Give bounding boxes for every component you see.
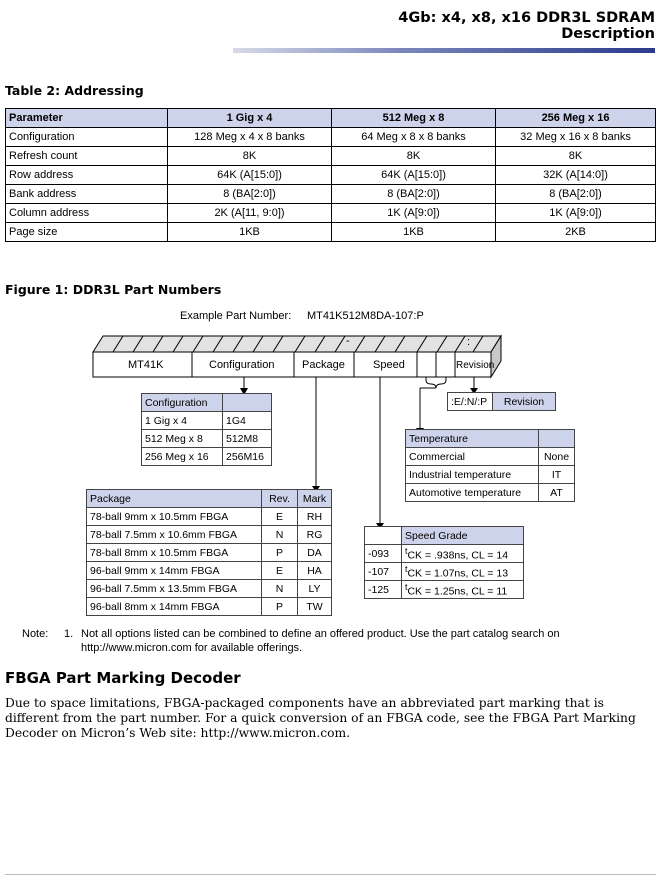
configuration-header: Configuration bbox=[142, 394, 223, 412]
table-row bbox=[6, 185, 656, 204]
bar-package-label: Package bbox=[302, 359, 345, 371]
table-cell: 78-ball 9mm x 10.5mm FBGA bbox=[87, 508, 262, 526]
table-cell: 1K (A[9:0]) bbox=[496, 204, 656, 223]
table-cell: Row address bbox=[6, 166, 168, 185]
note-line: http://www.micron.com for available offerings. bbox=[81, 642, 303, 654]
table-row bbox=[6, 223, 656, 242]
speed-value: CK = .938ns, CL = 14 bbox=[407, 549, 509, 562]
table-row bbox=[87, 508, 332, 526]
column-header: Parameter bbox=[6, 109, 168, 128]
note-number: 1. bbox=[64, 628, 74, 640]
table-row bbox=[365, 581, 524, 599]
table-cell: 96-ball 9mm x 14mm FBGA bbox=[87, 562, 262, 580]
table-cell: 8 (BA[2:0]) bbox=[168, 185, 332, 204]
table-cell: 78-ball 7.5mm x 10.6mm FBGA bbox=[87, 526, 262, 544]
package-table bbox=[86, 489, 332, 616]
table-cell: 32K (A[14:0]) bbox=[496, 166, 656, 185]
speed-value: CK = 1.25ns, CL = 11 bbox=[407, 585, 508, 598]
table-cell: 64K (A[15:0]) bbox=[168, 166, 332, 185]
table-cell: RG bbox=[298, 526, 332, 544]
table-cell: 8K bbox=[496, 147, 656, 166]
table-cell: 128 Meg x 4 x 8 banks bbox=[168, 128, 332, 147]
table-row bbox=[406, 466, 575, 484]
table-cell bbox=[402, 563, 524, 581]
note-line: Not all options listed can be combined to define an offered product. Use the part catalog search on bbox=[81, 628, 560, 640]
revision-box-label: Revision bbox=[493, 393, 556, 411]
tck-superscript: t bbox=[405, 563, 408, 574]
table-row bbox=[87, 562, 332, 580]
table-cell: HA bbox=[298, 562, 332, 580]
table-cell: 8 (BA[2:0]) bbox=[332, 185, 496, 204]
table-cell: E bbox=[262, 508, 298, 526]
table-cell: 64 Meg x 8 x 8 banks bbox=[332, 128, 496, 147]
table-cell: -125 bbox=[365, 581, 402, 599]
table-row bbox=[142, 448, 272, 466]
mark-header: Mark bbox=[298, 490, 332, 508]
table-row bbox=[6, 166, 656, 185]
bar-mt41k-label: MT41K bbox=[128, 359, 164, 371]
header-title: 4Gb: x4, x8, x16 DDR3L SDRAM bbox=[398, 10, 655, 26]
footer-rule bbox=[5, 874, 656, 875]
table-cell: 1KB bbox=[168, 223, 332, 242]
table-cell: Refresh count bbox=[6, 147, 168, 166]
table-cell: Configuration bbox=[6, 128, 168, 147]
table-cell bbox=[402, 545, 524, 563]
bar-dash-mark: - bbox=[346, 335, 350, 347]
table-cell: None bbox=[539, 448, 575, 466]
speed-grade-header: Speed Grade bbox=[402, 527, 524, 545]
speed-grade-table bbox=[364, 526, 524, 599]
tck-superscript: t bbox=[405, 581, 408, 592]
table-cell: LY bbox=[298, 580, 332, 598]
table-cell: P bbox=[262, 598, 298, 616]
column-header: 1 Gig x 4 bbox=[168, 109, 332, 128]
table-cell: 1KB bbox=[332, 223, 496, 242]
table-caption: Table 2: Addressing bbox=[5, 83, 144, 98]
table-cell: Automotive temperature bbox=[406, 484, 539, 502]
bar-colon-mark: : bbox=[467, 336, 471, 348]
table-header-row bbox=[6, 109, 656, 128]
table-row bbox=[6, 128, 656, 147]
table-cell: 256 Meg x 16 bbox=[142, 448, 223, 466]
table-cell: -093 bbox=[365, 545, 402, 563]
table-cell: 96-ball 8mm x 14mm FBGA bbox=[87, 598, 262, 616]
table-row bbox=[87, 544, 332, 562]
table-row bbox=[87, 580, 332, 598]
table-cell: DA bbox=[298, 544, 332, 562]
header-rule bbox=[233, 48, 655, 53]
table-cell: 8K bbox=[168, 147, 332, 166]
revision-box bbox=[447, 392, 556, 411]
table-cell: Commercial bbox=[406, 448, 539, 466]
table-cell: RH bbox=[298, 508, 332, 526]
table-row bbox=[87, 526, 332, 544]
table-row bbox=[6, 204, 656, 223]
table-cell: Page size bbox=[6, 223, 168, 242]
table-cell: 8 (BA[2:0]) bbox=[496, 185, 656, 204]
part-number-figure bbox=[0, 300, 663, 620]
table-cell: P bbox=[262, 544, 298, 562]
section-heading: FBGA Part Marking Decoder bbox=[5, 669, 241, 687]
table-cell: E bbox=[262, 562, 298, 580]
rev-header: Rev. bbox=[262, 490, 298, 508]
example-label: Example Part Number: bbox=[180, 310, 292, 322]
table-row bbox=[6, 147, 656, 166]
table-row bbox=[142, 430, 272, 448]
table-cell: AT bbox=[539, 484, 575, 502]
table-cell: 96-ball 7.5mm x 13.5mm FBGA bbox=[87, 580, 262, 598]
page-header bbox=[398, 10, 655, 42]
section-body: Due to space limitations, FBGA-packaged components have an abbreviated part marking that is different from the part number. For a quick conversion of an FBGA code, see the FBGA Part Marking Decoder on Micron’s Web site: http://www.micron.com. bbox=[5, 696, 636, 740]
table-cell: 1 Gig x 4 bbox=[142, 412, 223, 430]
table-cell: 1K (A[9:0]) bbox=[332, 204, 496, 223]
column-header: 256 Meg x 16 bbox=[496, 109, 656, 128]
table-row bbox=[365, 545, 524, 563]
bar-speed-label: Speed bbox=[373, 359, 405, 371]
table-cell: 8K bbox=[332, 147, 496, 166]
table-cell: 512 Meg x 8 bbox=[142, 430, 223, 448]
speed-value: CK = 1.07ns, CL = 13 bbox=[407, 567, 509, 580]
table-cell: N bbox=[262, 580, 298, 598]
table-cell: 512M8 bbox=[223, 430, 272, 448]
table-cell: IT bbox=[539, 466, 575, 484]
column-header: 512 Meg x 8 bbox=[332, 109, 496, 128]
table-cell bbox=[365, 527, 402, 545]
table-cell: Column address bbox=[6, 204, 168, 223]
table-cell: 64K (A[15:0]) bbox=[332, 166, 496, 185]
table-row bbox=[406, 448, 575, 466]
table-cell: Bank address bbox=[6, 185, 168, 204]
table-cell: Industrial temperature bbox=[406, 466, 539, 484]
table-row bbox=[142, 412, 272, 430]
revision-codes: :E/:N/:P bbox=[448, 393, 493, 411]
package-header: Package bbox=[87, 490, 262, 508]
table-cell: 78-ball 8mm x 10.5mm FBGA bbox=[87, 544, 262, 562]
tck-superscript: t bbox=[405, 545, 408, 556]
table-cell bbox=[539, 430, 575, 448]
note-label: Note: bbox=[22, 628, 49, 640]
table-cell: 2K (A[11, 9:0]) bbox=[168, 204, 332, 223]
configuration-table bbox=[141, 393, 272, 466]
temperature-table bbox=[405, 429, 575, 502]
table-cell bbox=[223, 394, 272, 412]
temperature-header: Temperature bbox=[406, 430, 539, 448]
table-cell: 2KB bbox=[496, 223, 656, 242]
table-cell bbox=[402, 581, 524, 599]
bar-configuration-label: Configuration bbox=[209, 359, 275, 371]
table-row bbox=[365, 563, 524, 581]
example-part-number: MT41K512M8DA-107:P bbox=[307, 310, 424, 322]
table-cell: N bbox=[262, 526, 298, 544]
table-cell: 32 Meg x 16 x 8 banks bbox=[496, 128, 656, 147]
header-subtitle: Description bbox=[561, 26, 655, 42]
table-cell: -107 bbox=[365, 563, 402, 581]
table-cell: 256M16 bbox=[223, 448, 272, 466]
table-row bbox=[406, 484, 575, 502]
table-cell: 1G4 bbox=[223, 412, 272, 430]
table-cell: TW bbox=[298, 598, 332, 616]
table-row bbox=[87, 598, 332, 616]
note-text bbox=[81, 627, 651, 655]
bar-revision-label: Revision bbox=[456, 360, 495, 371]
figure-caption: Figure 1: DDR3L Part Numbers bbox=[5, 282, 222, 297]
addressing-table bbox=[5, 108, 656, 242]
